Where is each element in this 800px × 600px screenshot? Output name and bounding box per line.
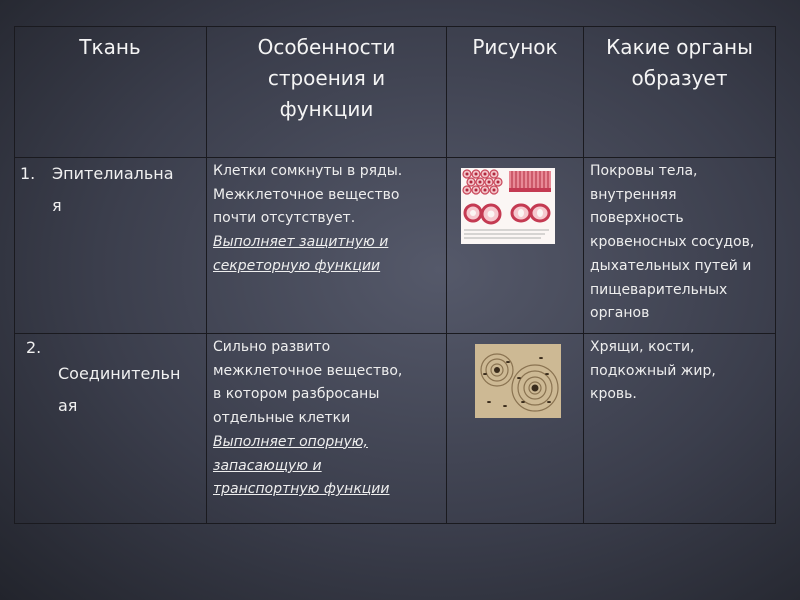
row2-name-line2: ая — [58, 396, 78, 415]
row2-feature-line: отдельные клетки — [213, 410, 351, 427]
row2-organs-line: подкожный жир, — [590, 362, 716, 379]
header-features — [207, 26, 447, 158]
tissue-table — [14, 26, 776, 524]
row1-organs-line: дыхательных путей и — [590, 257, 752, 274]
row1-function-line: секреторную функции — [213, 257, 381, 274]
row2-function-line: Выполняет опорную, — [213, 433, 368, 450]
row2-picture-cell — [447, 334, 584, 524]
row2-name-line1: Соединительн — [58, 364, 181, 383]
row1-tissue-name — [52, 158, 174, 222]
row1-feature-line: Межклеточное вещество — [213, 186, 400, 203]
row2-feature-line: в котором разбросаны — [213, 386, 380, 403]
row1-features-cell — [207, 158, 447, 334]
row1-number: 1. — [20, 164, 36, 183]
row2-organs-cell — [584, 334, 776, 524]
header-features-line2: строения и — [267, 66, 386, 90]
bone-tissue-illustration — [475, 344, 561, 418]
row2-feature-line: межклеточное вещество, — [213, 362, 403, 379]
row1-organs-line: поверхность — [590, 210, 684, 227]
row2-tissue-cell — [14, 334, 207, 524]
row1-picture-cell — [447, 158, 584, 334]
row2-features-cell — [207, 334, 447, 524]
header-organs — [584, 26, 776, 158]
row1-organs-line: внутренняя — [590, 186, 677, 203]
row1-function-line: Выполняет защитную и — [213, 234, 389, 251]
header-picture — [447, 26, 584, 158]
connective-tissue-image — [475, 344, 561, 418]
row1-organs-line: кровеносных сосудов, — [590, 234, 755, 251]
row1-name-line2: я — [52, 196, 62, 215]
header-features-line1: Особенности — [257, 35, 396, 59]
row2-function-line: транспортную функции — [213, 481, 390, 498]
row2-number: 2. — [26, 338, 42, 357]
row1-organs-cell — [584, 158, 776, 334]
header-features-line3: функции — [279, 97, 374, 121]
epithelial-tissue-image — [461, 168, 555, 244]
row2-feature-line: Сильно развито — [213, 339, 331, 355]
header-tissue — [14, 26, 207, 158]
row1-feature-line: почти отсутствует. — [213, 210, 356, 227]
header-organs-line1: Какие органы — [606, 35, 753, 59]
epithelial-cells-illustration — [461, 168, 555, 244]
row2-organs-line: Хрящи, кости, — [590, 339, 695, 355]
row1-organs-line: пищеварительных — [590, 281, 728, 298]
row2-tissue-name — [58, 358, 180, 422]
header-organs-line2: образует — [631, 66, 728, 90]
row1-name-line1: Эпителиальна — [52, 164, 174, 183]
row1-organs-line: органов — [590, 305, 650, 322]
row1-tissue-cell — [14, 158, 207, 334]
row2-function-line: запасающую и — [213, 457, 322, 474]
row1-feature-line: Клетки сомкнуты в ряды. — [213, 163, 403, 179]
row1-organs-line: Покровы тела, — [590, 163, 698, 179]
row2-organs-line: кровь. — [590, 386, 637, 403]
header-picture-label: Рисунок — [472, 35, 558, 59]
header-tissue-label: Ткань — [79, 35, 141, 59]
